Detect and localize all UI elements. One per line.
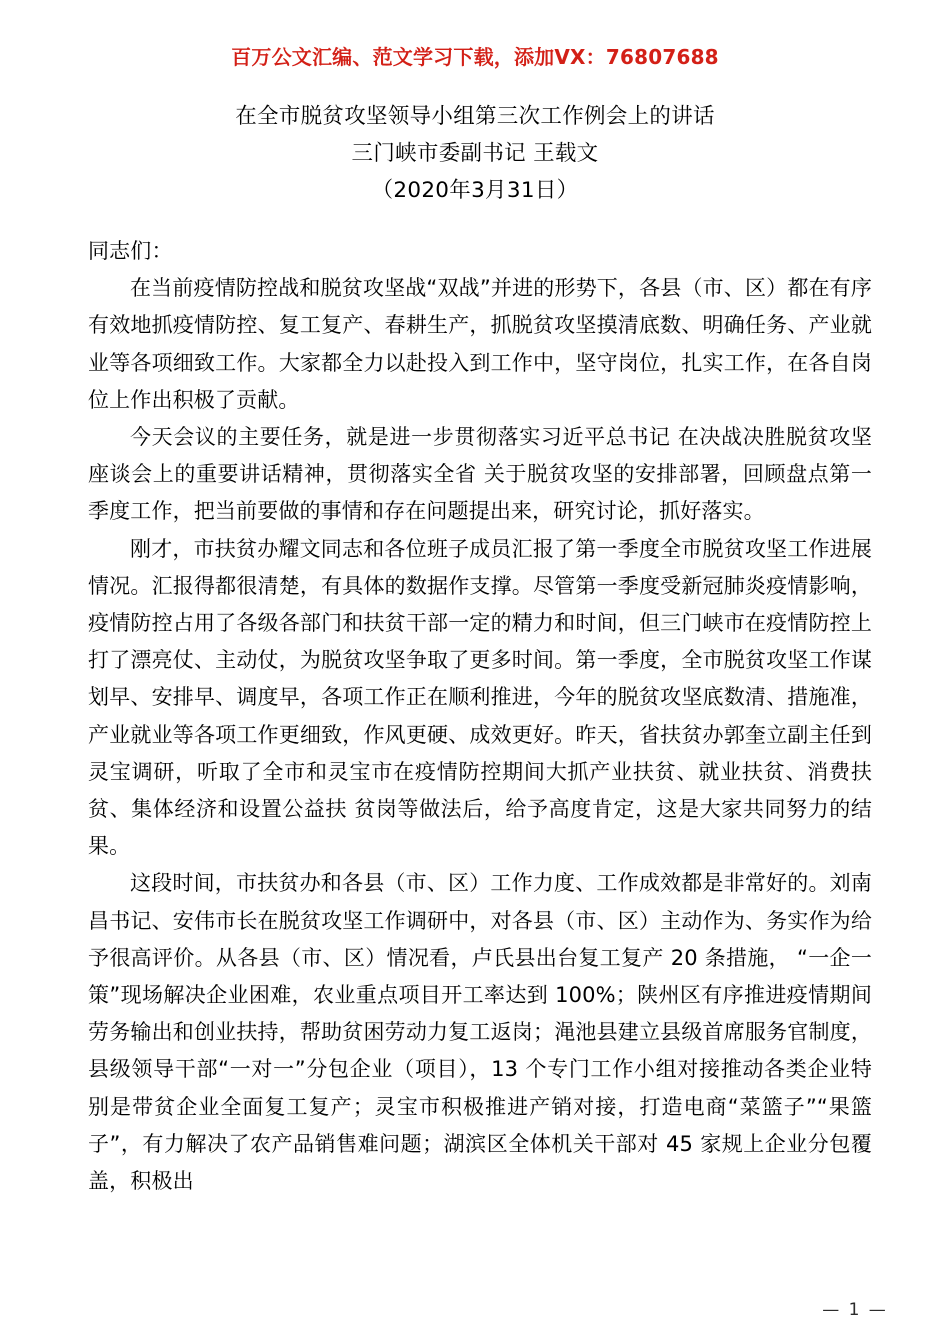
document-body bbox=[88, 233, 872, 1200]
page-footer bbox=[0, 1300, 950, 1320]
promo-banner-text: 百万公文汇编、范文学习下载，添加VX：76807688 bbox=[231, 45, 719, 69]
body-paragraph-4: 这段时间，市扶贫办和各县（市、区）工作力度、工作成效都是非常好的。刘南昌书记、安伟市长在脱贫攻坚工作调研中，对各县（市、区）主动作为、务实作为给予很高评价。从各县（市、区）情况看，卢氏县出台复工复产 20 条措施， “一企一策”现场解决企业困难，农业重点项目开工率达到 100%；陕州区有序推进疫情期间劳务输出和创业扶持，帮助贫困劳动力复工返岗；渑池县建立县级首席服务官制度，县级领导干部“一对一”分包企业（项目），13 个专门工作小组对接推动各类企业特别是带贫企业全面复工复产；灵宝市积极推进产销对接，打造电商“菜篮子”“果篮子”，有力解决了农产品销售难问题；湖滨区全体机关干部对 45 家规上企业分包覆盖，积极出 bbox=[88, 871, 872, 1194]
document-title: 在全市脱贫攻坚领导小组第三次工作例会上的讲话 bbox=[235, 104, 715, 129]
body-paragraph-1: 在当前疫情防控战和脱贫攻坚战“双战”并进的形势下，各县（市、区）都在有序有效地抓疫情防控、复工复产、春耕生产，抓脱贫攻坚摸清底数、明确任务、产业就业等各项细致工作。大家都全力以赴投入到工作中，坚守岗位，扎实工作，在各自岗位上作出积极了贡献。 bbox=[88, 276, 872, 412]
document-date: （2020年3月31日） bbox=[371, 178, 579, 203]
salutation: 同志们： bbox=[88, 239, 173, 263]
page-number: — 1 — bbox=[822, 1300, 888, 1320]
document-title-block bbox=[0, 98, 950, 209]
body-paragraph-2: 今天会议的主要任务，就是进一步贯彻落实习近平总书记 在决战决胜脱贫攻坚座谈会上的重要讲话精神，贯彻落实全省 关于脱贫攻坚的安排部署，回顾盘点第一季度工作，把当前要做的事情和存在问题提出来，研究讨论，抓好落实。 bbox=[88, 425, 872, 524]
document-author: 三门峡市委副书记 王载文 bbox=[351, 141, 599, 166]
body-paragraph-3: 刚才，市扶贫办耀文同志和各位班子成员汇报了第一季度全市脱贫攻坚工作进展情况。汇报得都很清楚，有具体的数据作支撑。尽管第一季度受新冠肺炎疫情影响，疫情防控占用了各级各部门和扶贫干部一定的精力和时间，但三门峡市在疫情防控上打了漂亮仗、主动仗，为脱贫攻坚争取了更多时间。第一季度，全市脱贫攻坚工作谋划早、安排早、调度早，各项工作正在顺利推进，今年的脱贫攻坚底数清、措施准，产业就业等各项工作更细致，作风更硬、成效更好。昨天，省扶贫办郭奎立副主任到灵宝调研，听取了全市和灵宝市在疫情防控期间大抓产业扶贫、就业扶贫、消费扶贫、集体经济和设置公益扶 贫岗等做法后，给予高度肯定，这是大家共同努力的结果。 bbox=[88, 536, 872, 859]
